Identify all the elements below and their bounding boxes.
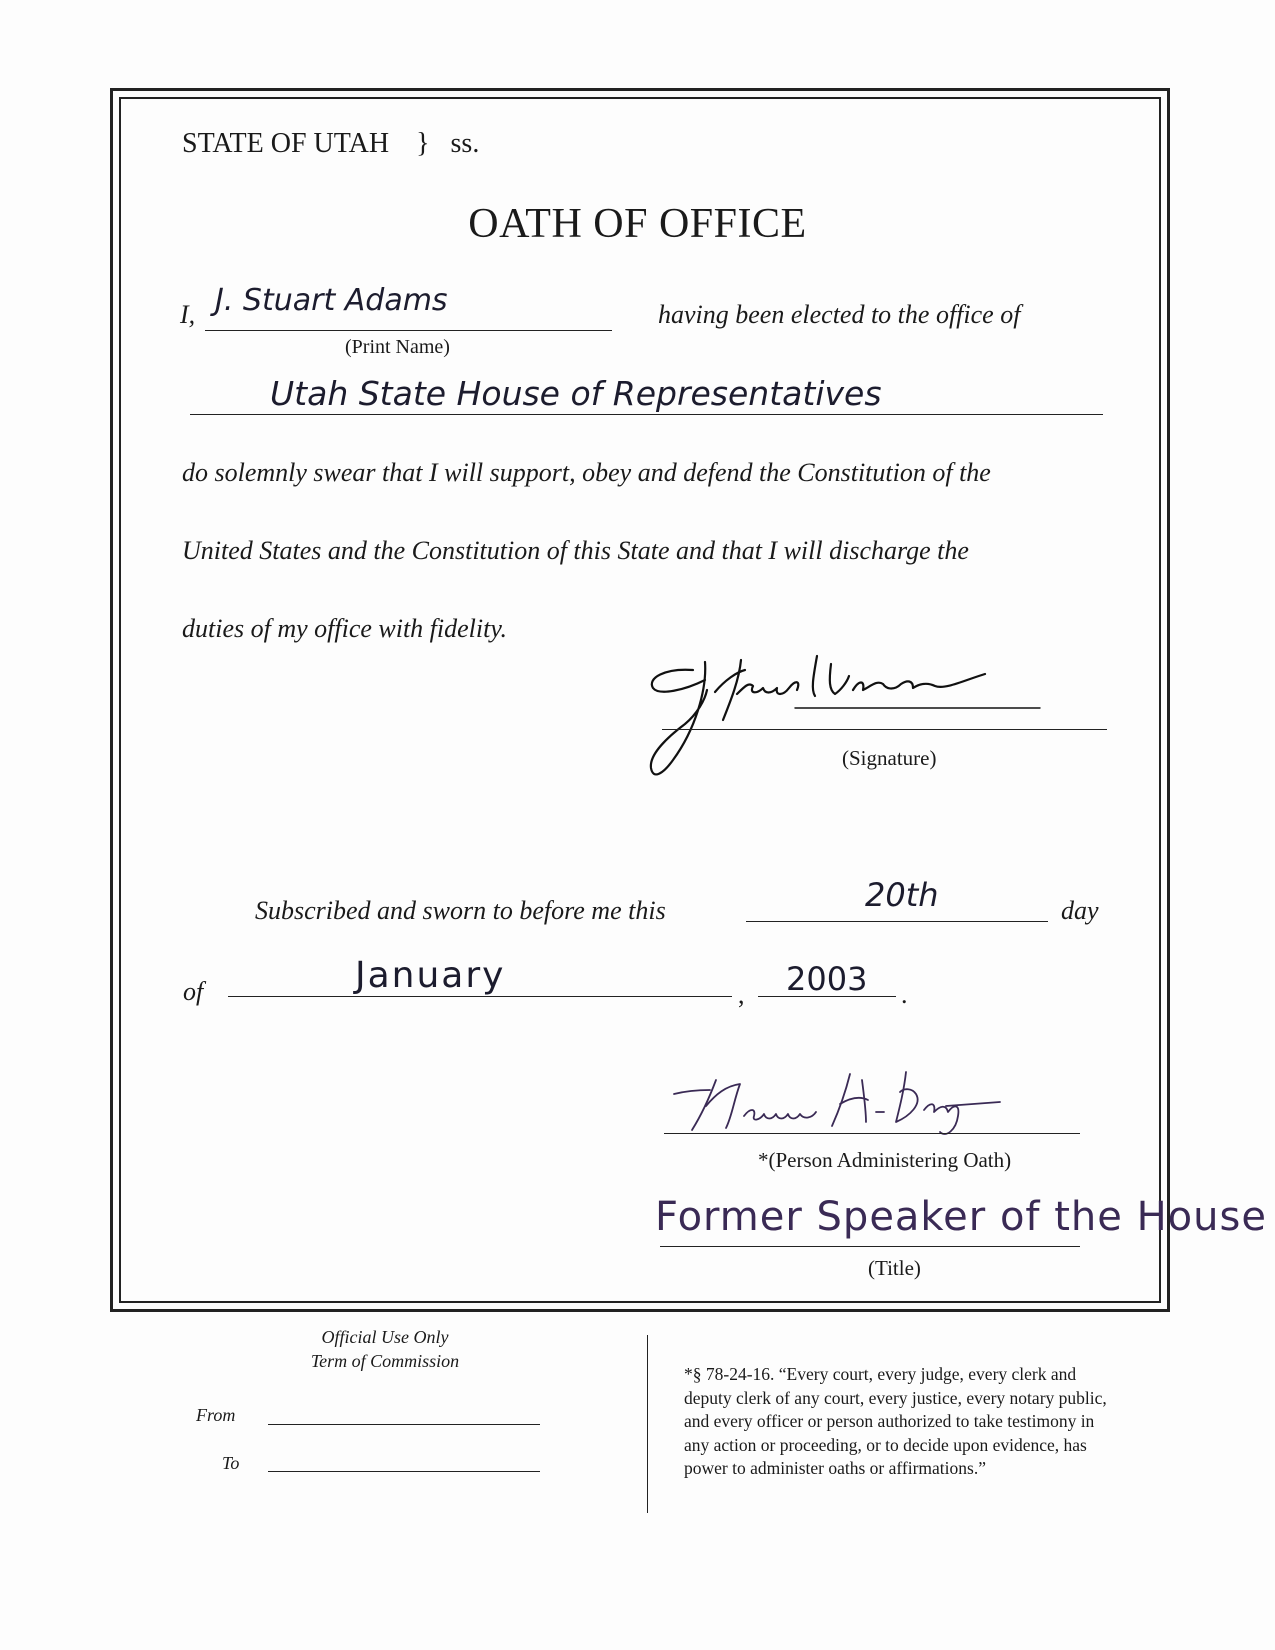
title-line (660, 1246, 1080, 1247)
year-value: 2003 (786, 960, 868, 998)
title-value: Former Speaker of the House (655, 1194, 1267, 1240)
i-prefix: I, (180, 300, 196, 329)
brace: } (416, 128, 430, 159)
administrator-label: *(Person Administering Oath) (758, 1148, 1012, 1172)
footnote-line-2: deputy clerk of any court, every justice, every notary public, (684, 1387, 1107, 1408)
day-word: day (1061, 896, 1099, 925)
signature-image (645, 650, 1045, 795)
signature-line (662, 729, 1107, 730)
of-word: of (183, 977, 204, 1006)
elected-text: having been elected to the office of (658, 300, 1021, 329)
document-title: OATH OF OFFICE (468, 201, 807, 247)
title-label: (Title) (868, 1256, 921, 1280)
oath-line-1: do solemnly swear that I will support, obey and defend the Constitution of the (182, 458, 991, 487)
state-heading (182, 128, 479, 160)
oath-line-2: United States and the Constitution of this State and that I will discharge the (182, 536, 969, 565)
office-line (190, 414, 1103, 415)
signature-label: (Signature) (842, 746, 937, 770)
from-line (268, 1424, 540, 1425)
state-name: STATE OF UTAH (182, 128, 390, 159)
ss-label: ss. (450, 128, 480, 159)
print-name-line (205, 330, 612, 331)
to-line (268, 1471, 540, 1472)
term-of-commission-label: Term of Commission (310, 1351, 460, 1371)
day-line (746, 921, 1048, 922)
footnote-line-4: any action or proceeding, or to decide upon evidence, has (684, 1434, 1087, 1455)
month-value: January (355, 955, 506, 996)
year-line (758, 996, 896, 997)
day-value: 20th (865, 876, 939, 914)
footnote-line-1: *§ 78-24-16. “Every court, every judge, every clerk and (684, 1364, 1077, 1384)
administrator-line (664, 1133, 1080, 1134)
period: . (901, 980, 908, 1009)
to-label: To (222, 1453, 240, 1473)
comma: , (738, 980, 745, 1009)
footer-divider (647, 1335, 648, 1513)
printed-name-value: J. Stuart Adams (215, 283, 448, 318)
official-use-label: Official Use Only (321, 1327, 449, 1347)
statute-footnote (684, 1363, 1107, 1481)
subscribed-text: Subscribed and sworn to before me this (255, 896, 666, 925)
from-label: From (196, 1405, 236, 1425)
footnote-line-5: power to administer oaths or affirmations.” (684, 1458, 986, 1478)
office-value: Utah State House of Representatives (270, 374, 882, 413)
oath-line-3: duties of my office with fidelity. (182, 614, 507, 643)
month-line (228, 996, 732, 997)
footnote-line-3: and every officer or person authorized to take testimony in (684, 1411, 1095, 1431)
print-name-label: (Print Name) (345, 336, 450, 358)
